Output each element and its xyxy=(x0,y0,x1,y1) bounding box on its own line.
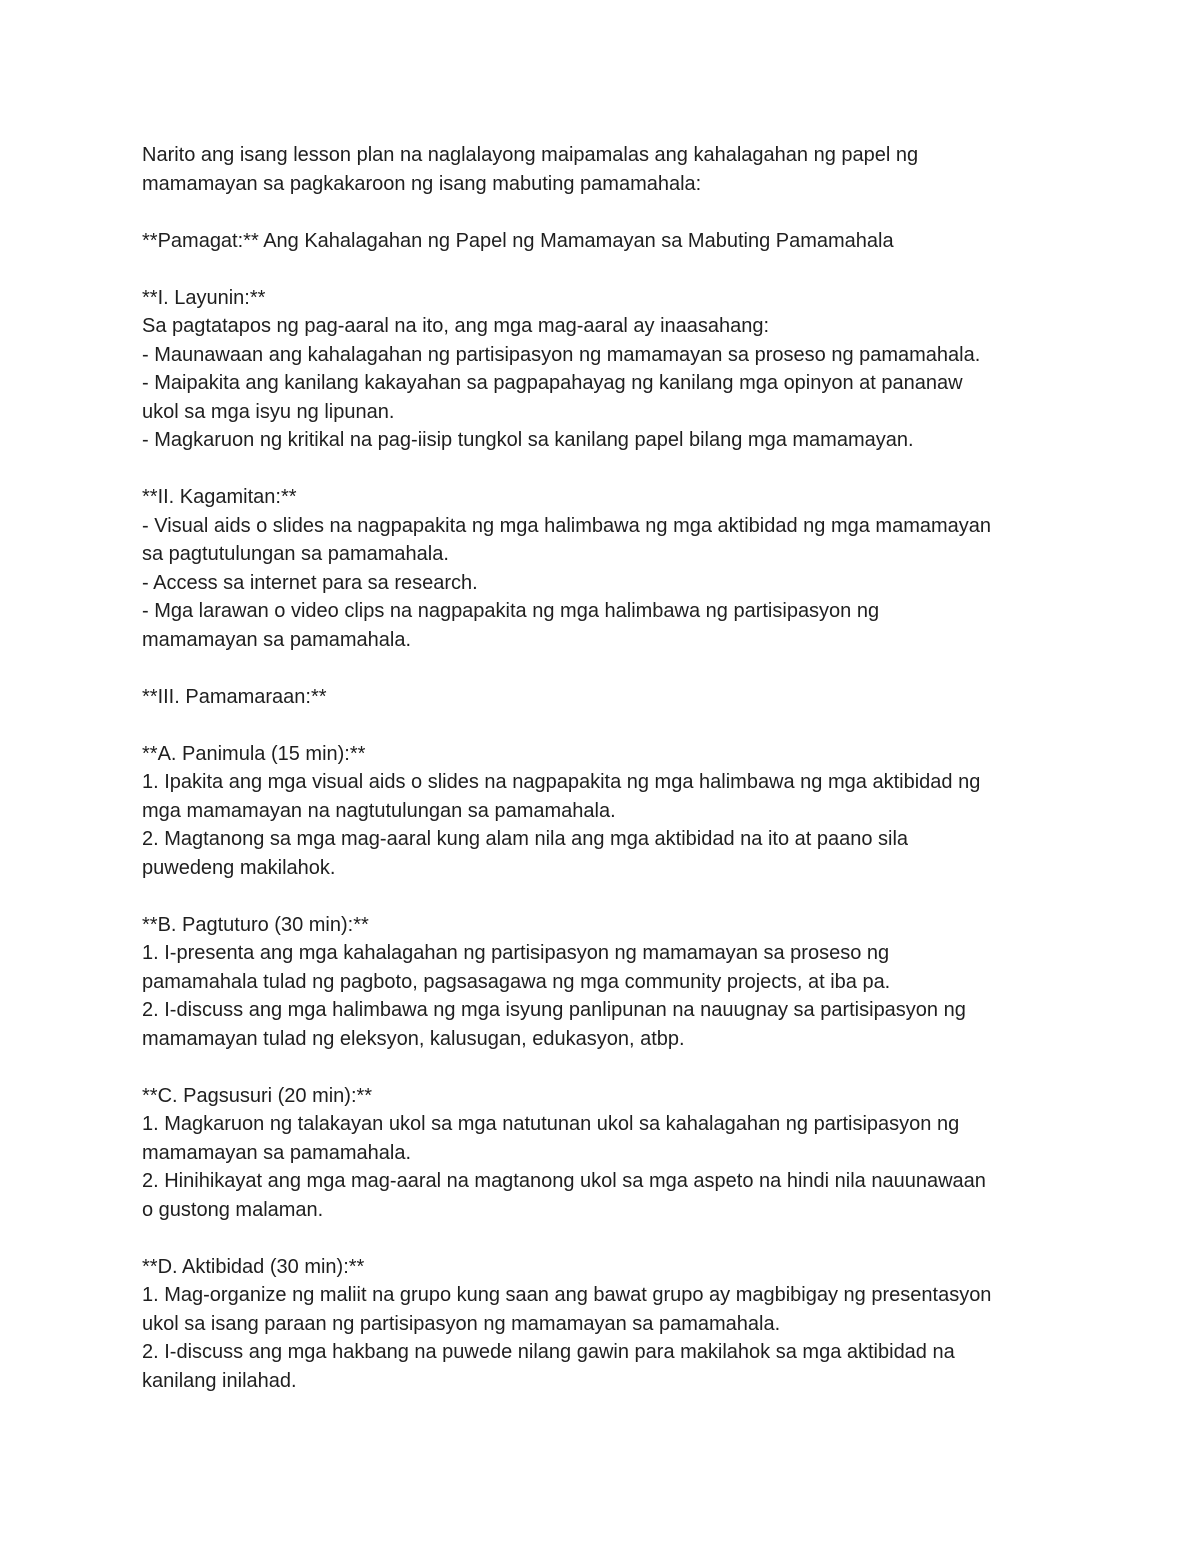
section-heading: **A. Panimula (15 min):** xyxy=(142,742,366,765)
section-line: - Maunawaan ang kahalagahan ng partisipasyon ng mamamayan sa proseso ng pamamahala. xyxy=(142,343,981,366)
lesson-title: **Pamagat:** Ang Kahalagahan ng Papel ng Mamamayan sa Mabuting Pamamahala xyxy=(142,229,894,252)
section-paragraph xyxy=(142,1253,1082,1396)
section-heading: **I. Layunin:** xyxy=(142,286,266,309)
section-line: ukol sa mga isyu ng lipunan. xyxy=(142,400,395,423)
section-heading: **D. Aktibidad (30 min):** xyxy=(142,1255,365,1278)
section-line: o gustong malaman. xyxy=(142,1198,324,1221)
section-line: ukol sa isang paraan ng partisipasyon ng mamamayan sa pamamahala. xyxy=(142,1312,781,1335)
section-line: pamamahala tulad ng pagboto, pagsasagawa ng mga community projects, at iba pa. xyxy=(142,970,891,993)
section-line: 1. Magkaruon ng talakayan ukol sa mga natutunan ukol sa kahalagahan ng partisipasyon ng xyxy=(142,1113,960,1135)
section-line: mamamayan sa pamamahala. xyxy=(142,1141,412,1164)
section-paragraph xyxy=(142,1082,1082,1225)
section-line: kanilang inilahad. xyxy=(142,1369,297,1392)
section-paragraph xyxy=(142,740,1082,883)
section-line: sa pagtutulungan sa pamamahala. xyxy=(142,543,449,565)
section-line: puwedeng makilahok. xyxy=(142,856,336,879)
sections-container xyxy=(142,284,1082,1396)
intro-line: mamamayan sa pagkakaroon ng isang mabuting pamamahala: xyxy=(142,172,702,195)
section-paragraph xyxy=(142,911,1082,1054)
section-line: mamamayan sa pamamahala. xyxy=(142,628,412,651)
section-heading: **B. Pagtuturo (30 min):** xyxy=(142,913,369,936)
section-line: - Visual aids o slides na nagpapakita ng mga halimbawa ng mga aktibidad ng mga mamamayan xyxy=(142,514,992,537)
intro-paragraph xyxy=(142,141,1082,198)
section-line: - Mga larawan o video clips na nagpapakita ng mga halimbawa ng partisipasyon ng xyxy=(142,600,880,622)
section-paragraph xyxy=(142,284,1082,455)
section-heading: **III. Pamamaraan:** xyxy=(142,685,327,708)
section-line: 1. Ipakita ang mga visual aids o slides na nagpapakita ng mga halimbawa ng mga aktibidad ng xyxy=(142,771,981,793)
section-line: 2. I-discuss ang mga halimbawa ng mga isyung panlipunan na nauugnay sa partisipasyon ng xyxy=(142,999,966,1021)
section-line: 1. I-presenta ang mga kahalagahan ng partisipasyon ng mamamayan sa proseso ng xyxy=(142,942,890,964)
section-line: 2. I-discuss ang mga hakbang na puwede nilang gawin para makilahok sa mga aktibidad na xyxy=(142,1341,955,1363)
section-line: - Magkaruon ng kritikal na pag-iisip tungkol sa kanilang papel bilang mga mamamayan. xyxy=(142,429,914,451)
section-heading: **II. Kagamitan:** xyxy=(142,486,297,508)
title-paragraph xyxy=(142,227,1082,256)
section-paragraph xyxy=(142,483,1082,654)
section-line: 2. Hinihikayat ang mga mag-aaral na magtanong ukol sa mga aspeto na hindi nila nauunawaan xyxy=(142,1170,986,1192)
intro-line: Narito ang isang lesson plan na naglalayong maipamalas ang kahalagahan ng papel ng xyxy=(142,144,919,166)
section-line: - Access sa internet para sa research. xyxy=(142,571,478,594)
section-heading: **C. Pagsusuri (20 min):** xyxy=(142,1084,373,1107)
section-line: mamamayan tulad ng eleksyon, kalusugan, edukasyon, atbp. xyxy=(142,1027,685,1050)
section-line: - Maipakita ang kanilang kakayahan sa pagpapahayag ng kanilang mga opinyon at pananaw xyxy=(142,372,963,394)
section-line: 2. Magtanong sa mga mag-aaral kung alam nila ang mga aktibidad na ito at paano sila xyxy=(142,828,909,850)
section-line: mga mamamayan na nagtutulungan sa pamamahala. xyxy=(142,799,616,822)
section-paragraph xyxy=(142,683,1082,712)
document-page xyxy=(142,141,1082,1424)
section-line: Sa pagtatapos ng pag-aaral na ito, ang mga mag-aaral ay inaasahang: xyxy=(142,315,770,337)
section-line: 1. Mag-organize ng maliit na grupo kung saan ang bawat grupo ay magbibigay ng presentasyon xyxy=(142,1284,992,1306)
